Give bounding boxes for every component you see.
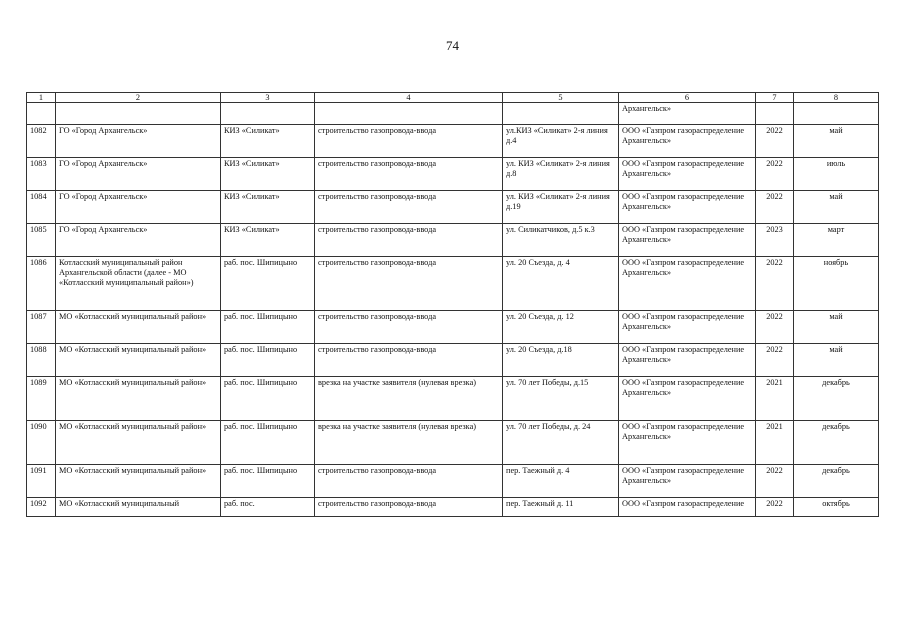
month-cell: ноябрь (794, 257, 879, 311)
organization-cell: ООО «Газпром газораспределение Архангельск» (619, 377, 756, 421)
organization-cell: ООО «Газпром газораспределение Архангельск» (619, 311, 756, 344)
month-cell: май (794, 125, 879, 158)
continuation-row (27, 103, 879, 125)
work-type-cell: врезка на участке заявителя (нулевая врезка) (315, 377, 503, 421)
month-cell: май (794, 344, 879, 377)
month-cell: декабрь (794, 465, 879, 498)
year-cell: 2022 (756, 257, 794, 311)
settlement-cell: КИЗ «Силикат» (221, 125, 315, 158)
address-cell: пер. Таежный д. 4 (503, 465, 619, 498)
row-number-cell: 1091 (27, 465, 56, 498)
district-cell: ГО «Город Архангельск» (56, 125, 221, 158)
settlement-cell: раб. пос. (221, 498, 315, 517)
column-header: 8 (794, 93, 879, 103)
district-cell: Котласский муниципальный район Архангельской области (далее - МО «Котласский муниципальный район») (56, 257, 221, 311)
row-number-cell: 1089 (27, 377, 56, 421)
address-cell: ул. КИЗ «Силикат» 2-я линия д.8 (503, 158, 619, 191)
address-cell: ул. 20 Съезда, д. 4 (503, 257, 619, 311)
work-type-cell: строительство газопровода-ввода (315, 158, 503, 191)
month-cell: июль (794, 158, 879, 191)
page-number: 74 (446, 38, 459, 53)
settlement-cell: раб. пос. Шипицыно (221, 465, 315, 498)
row-number-cell: 1083 (27, 158, 56, 191)
settlement-cell: раб. пос. Шипицыно (221, 257, 315, 311)
district-cell: МО «Котласский муниципальный район» (56, 421, 221, 465)
organization-cell: ООО «Газпром газораспределение Архангельск» (619, 125, 756, 158)
table-row (27, 257, 879, 311)
table-row (27, 311, 879, 344)
row-number-cell: 1092 (27, 498, 56, 517)
table-row (27, 498, 879, 517)
work-type-cell: врезка на участке заявителя (нулевая врезка) (315, 421, 503, 465)
row-number-cell: 1087 (27, 311, 56, 344)
year-cell: 2022 (756, 498, 794, 517)
table-row (27, 465, 879, 498)
year-cell: 2022 (756, 344, 794, 377)
district-cell: ГО «Город Архангельск» (56, 224, 221, 257)
address-cell: ул. КИЗ «Силикат» 2-я линия д.19 (503, 191, 619, 224)
column-header: 3 (221, 93, 315, 103)
month-cell: май (794, 191, 879, 224)
organization-cell: ООО «Газпром газораспределение Архангельск» (619, 257, 756, 311)
row-number-cell: 1088 (27, 344, 56, 377)
organization-cell: ООО «Газпром газораспределение Архангельск» (619, 191, 756, 224)
table-row (27, 377, 879, 421)
gas-connection-table (26, 92, 879, 517)
row-number-cell: 1090 (27, 421, 56, 465)
address-cell: ул. 20 Съезда, д.18 (503, 344, 619, 377)
month-cell: декабрь (794, 377, 879, 421)
organization-cell: ООО «Газпром газораспределение Архангельск» (619, 465, 756, 498)
settlement-cell: раб. пос. Шипицыно (221, 344, 315, 377)
column-header: 4 (315, 93, 503, 103)
year-cell: 2022 (756, 191, 794, 224)
work-type-cell: строительство газопровода-ввода (315, 498, 503, 517)
organization-cell: ООО «Газпром газораспределение (619, 498, 756, 517)
year-cell: 2022 (756, 465, 794, 498)
work-type-cell: строительство газопровода-ввода (315, 311, 503, 344)
table-row (27, 344, 879, 377)
settlement-cell: раб. пос. Шипицыно (221, 311, 315, 344)
continuation-cell: Архангельск» (619, 103, 756, 125)
column-header: 2 (56, 93, 221, 103)
district-cell: МО «Котласский муниципальный район» (56, 344, 221, 377)
month-cell: май (794, 311, 879, 344)
year-cell: 2022 (756, 158, 794, 191)
work-type-cell: строительство газопровода-ввода (315, 224, 503, 257)
settlement-cell: КИЗ «Силикат» (221, 224, 315, 257)
month-cell: декабрь (794, 421, 879, 465)
column-header: 7 (756, 93, 794, 103)
work-type-cell: строительство газопровода-ввода (315, 465, 503, 498)
organization-cell: ООО «Газпром газораспределение Архангельск» (619, 224, 756, 257)
table-row (27, 421, 879, 465)
year-cell: 2021 (756, 377, 794, 421)
column-header: 6 (619, 93, 756, 103)
table-body (27, 125, 879, 517)
month-cell: март (794, 224, 879, 257)
work-type-cell: строительство газопровода-ввода (315, 344, 503, 377)
year-cell: 2021 (756, 421, 794, 465)
district-cell: МО «Котласский муниципальный район» (56, 377, 221, 421)
district-cell: ГО «Город Архангельск» (56, 191, 221, 224)
organization-cell: ООО «Газпром газораспределение Архангельск» (619, 344, 756, 377)
table-row (27, 224, 879, 257)
district-cell: МО «Котласский муниципальный район» (56, 465, 221, 498)
address-cell: ул. 20 Съезда, д. 12 (503, 311, 619, 344)
row-number-cell: 1086 (27, 257, 56, 311)
address-cell: ул. Силикатчиков, д.5 к.3 (503, 224, 619, 257)
district-cell: МО «Котласский муниципальный (56, 498, 221, 517)
work-type-cell: строительство газопровода-ввода (315, 257, 503, 311)
settlement-cell: КИЗ «Силикат» (221, 191, 315, 224)
table-row (27, 125, 879, 158)
month-cell: октябрь (794, 498, 879, 517)
settlement-cell: раб. пос. Шипицыно (221, 421, 315, 465)
table-row (27, 158, 879, 191)
work-type-cell: строительство газопровода-ввода (315, 191, 503, 224)
column-header: 5 (503, 93, 619, 103)
organization-cell: ООО «Газпром газораспределение Архангельск» (619, 158, 756, 191)
work-type-cell: строительство газопровода-ввода (315, 125, 503, 158)
address-cell: ул. 70 лет Победы, д. 24 (503, 421, 619, 465)
district-cell: МО «Котласский муниципальный район» (56, 311, 221, 344)
row-number-cell: 1084 (27, 191, 56, 224)
column-header: 1 (27, 93, 56, 103)
year-cell: 2022 (756, 125, 794, 158)
district-cell: ГО «Город Архангельск» (56, 158, 221, 191)
organization-cell: ООО «Газпром газораспределение Архангельск» (619, 421, 756, 465)
address-cell: ул.КИЗ «Силикат» 2-я линия д.4 (503, 125, 619, 158)
table-row (27, 191, 879, 224)
year-cell: 2023 (756, 224, 794, 257)
row-number-cell: 1085 (27, 224, 56, 257)
year-cell: 2022 (756, 311, 794, 344)
address-cell: пер. Таежный д. 11 (503, 498, 619, 517)
row-number-cell: 1082 (27, 125, 56, 158)
settlement-cell: раб. пос. Шипицыно (221, 377, 315, 421)
address-cell: ул. 70 лет Победы, д.15 (503, 377, 619, 421)
settlement-cell: КИЗ «Силикат» (221, 158, 315, 191)
column-number-row (27, 93, 879, 103)
